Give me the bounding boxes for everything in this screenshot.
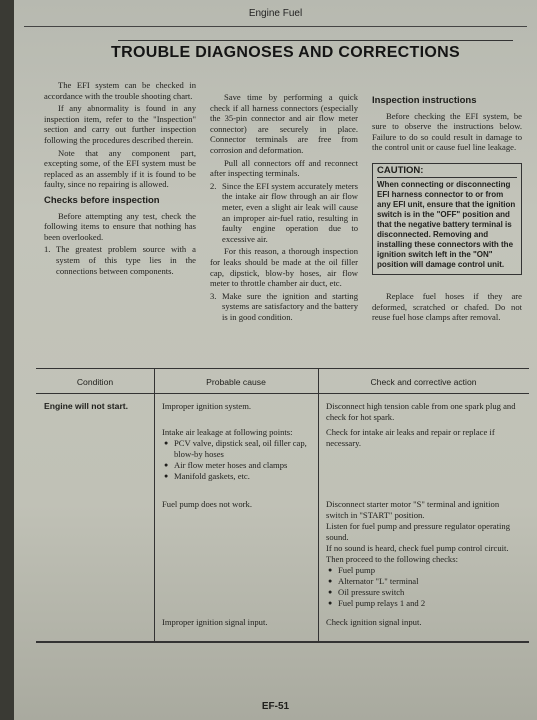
check-ignition: Disconnect high tension cable from one spark plug and check for hot spark. [326, 401, 516, 422]
page-number: EF-51 [261, 701, 290, 712]
header-probable-cause: Probable cause [206, 377, 266, 387]
caution-box [372, 163, 522, 275]
check-fuel-pump-list [326, 565, 521, 609]
check-fuel-pump-text-1: Disconnect starter motor "S" terminal and ignition switch in "START" position. [326, 499, 500, 520]
item-text: Make sure the ignition and starting systems are satisfactory and the battery is in good condition. [222, 290, 358, 322]
check-fuel-pump-text-2: Listen for fuel pump and pressure regulator operating sound. [326, 521, 510, 542]
item-number: 3. [210, 290, 217, 301]
cause-ignition-signal: Improper ignition signal input. [162, 617, 268, 627]
item-number: 1. [44, 244, 51, 255]
diagnosis-table [36, 368, 529, 643]
section-heading-inspection: Inspection instructions [372, 95, 477, 106]
header-check-action: Check and corrective action [370, 377, 477, 387]
list-item: ● Oil pressure switch [338, 587, 521, 598]
title-rule [118, 40, 513, 41]
paragraph: Note that any component part, excepting some, of the EFI system must be replaced as an assembly if it is found to be faulty, since no repairing is allowed. [44, 147, 196, 190]
caution-text: When connecting or disconnecting EFI harness connector to or from any EFI unit, ensure that the ignition switch is in the "OFF" position and that the negative battery terminal is disconnected. Removing and installing these connectors with the ignition switch left in the "ON" position will damage control unit. [377, 179, 516, 269]
running-head: Engine Fuel [248, 8, 303, 19]
cause-air-leak-list [162, 438, 312, 482]
table-header [36, 369, 529, 394]
caution-title: CAUTION: [377, 164, 424, 176]
paragraph: Replace fuel hoses if they are deformed, scratched or chafed. Do not reuse fuel hose clamps after removal. [372, 290, 522, 323]
header-condition: Condition [76, 377, 114, 387]
numbered-item-3 [210, 291, 358, 323]
paragraph: If any abnormality is found in any inspection item, refer to the "Inspection" section and carry out further inspection following the procedures described therein. [44, 103, 196, 145]
paragraph: Before attempting any test, check the following items to ensure that nothing has been overlooked. [44, 210, 196, 242]
paragraph: For this reason, a thorough inspection for leaks should be made at the oil filler cap, dipstick, blow-by hoses, air flow meter to throttle chamber air duct, etc. [210, 246, 358, 289]
check-ignition-signal: Check ignition signal input. [326, 617, 422, 627]
condition-cell: Engine will not start. [44, 401, 129, 411]
list-item: ● Alternator "L" terminal [338, 576, 521, 587]
page-title: TROUBLE DIAGNOSES AND CORRECTIONS [111, 44, 460, 61]
column-2 [210, 92, 358, 322]
paragraph: Save time by performing a quick check if all harness connectors (especially the 35-pin connector and air flow meter connector) are securely in place. Connector terminals are free from corrosion and deformation. [210, 92, 358, 155]
cause-fuel-pump: Fuel pump does not work. [162, 499, 252, 509]
cause-air-leak-text: Intake air leakage at following points: [162, 427, 293, 437]
numbered-item-2 [210, 181, 358, 245]
cause-ignition: Improper ignition system. [162, 401, 252, 411]
numbered-item-1 [44, 244, 196, 276]
paragraph: Pull all connectors off and reconnect after inspecting terminals. [210, 157, 358, 179]
header-rule [24, 26, 527, 27]
manual-page [14, 0, 537, 720]
list-item: ● Manifold gaskets, etc. [174, 471, 312, 482]
table-divider [318, 369, 319, 641]
item-number: 2. [210, 180, 217, 191]
list-item: ● PCV valve, dipstick seal, oil filler cap, blow-by hoses [174, 438, 312, 460]
column-3 [372, 96, 522, 323]
check-air-leak: Check for intake air leaks and repair or replace if necessary. [326, 427, 495, 448]
paragraph: Before checking the EFI system, be sure to observe the instructions below. Failure to do so could result in damage to the control unit or cause fuel line leakage. [372, 110, 522, 153]
paragraph: The EFI system can be checked in accordance with the trouble shooting chart. [44, 80, 196, 101]
caution-rule [377, 177, 517, 178]
check-fuel-pump-text-3: If no sound is heard, check fuel pump control circuit. Then proceed to the following checks: [326, 543, 509, 564]
item-text: The greatest problem source with a system of this type lies in the connections between components. [56, 244, 196, 276]
item-text: Since the EFI system accurately meters the intake air flow through an air flow meter, even a slight air leak will cause an improper air-fuel ratio, resulting in faulty engine operation due to excessive air. [222, 180, 358, 244]
list-item: ● Fuel pump [338, 565, 521, 576]
table-divider [154, 369, 155, 641]
check-fuel-pump [326, 499, 521, 609]
cause-air-leak [162, 427, 312, 482]
list-item: ● Fuel pump relays 1 and 2 [338, 598, 521, 609]
section-heading-checks: Checks before inspection [44, 194, 160, 206]
column-1 [44, 80, 196, 276]
list-item: ● Air flow meter hoses and clamps [174, 460, 312, 471]
